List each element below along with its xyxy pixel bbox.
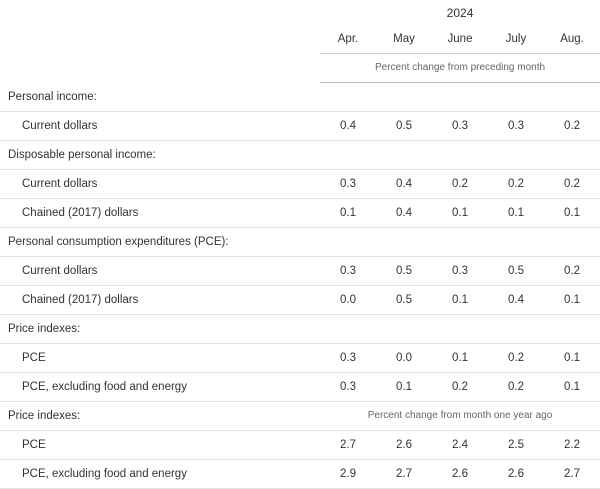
row-value: 0.0 <box>320 285 376 314</box>
column-header-aug: Aug. <box>544 27 600 54</box>
row-value <box>376 227 432 256</box>
row-value: 0.3 <box>320 343 376 372</box>
row-value: 0.3 <box>320 256 376 285</box>
year-label: 2024 <box>446 6 474 20</box>
table-row <box>0 169 600 198</box>
table-row <box>0 343 600 372</box>
row-label: Current dollars <box>0 256 320 285</box>
row-value <box>376 314 432 343</box>
row-label: PCE, excluding food and energy <box>0 372 320 401</box>
row-value <box>544 83 600 112</box>
row-value: 0.5 <box>376 285 432 314</box>
table-row <box>0 256 600 285</box>
month-header-row <box>0 27 600 54</box>
row-value <box>488 314 544 343</box>
column-header-july: July <box>488 27 544 54</box>
table-row <box>0 401 600 430</box>
row-value <box>320 83 376 112</box>
row-value: 2.6 <box>432 459 488 488</box>
row-value <box>320 314 376 343</box>
row-label: Chained (2017) dollars <box>0 198 320 227</box>
row-value: 0.1 <box>432 343 488 372</box>
row-label: Price indexes: <box>0 401 320 430</box>
row-label: Chained (2017) dollars <box>0 285 320 314</box>
row-value: 0.1 <box>488 198 544 227</box>
row-label: Current dollars <box>0 169 320 198</box>
row-value: 0.1 <box>544 285 600 314</box>
row-value <box>488 83 544 112</box>
row-value <box>320 227 376 256</box>
row-value: 0.3 <box>320 169 376 198</box>
row-value: 0.2 <box>488 169 544 198</box>
units-note-top: Percent change from preceding month <box>320 54 600 83</box>
row-value: 0.5 <box>376 256 432 285</box>
units-note-mid: Percent change from month one year ago <box>320 401 600 430</box>
table-row <box>0 459 600 488</box>
row-value: 0.1 <box>544 198 600 227</box>
row-value: 0.1 <box>376 372 432 401</box>
row-value <box>544 227 600 256</box>
row-value: 2.7 <box>320 430 376 459</box>
row-value <box>488 140 544 169</box>
row-value: 0.5 <box>488 256 544 285</box>
column-header-june: June <box>432 27 488 54</box>
row-value: 0.1 <box>544 343 600 372</box>
row-value: 0.2 <box>432 169 488 198</box>
row-label: Disposable personal income: <box>0 140 320 169</box>
units-note-row <box>0 54 600 83</box>
row-value <box>432 140 488 169</box>
row-value: 2.4 <box>432 430 488 459</box>
row-value: 0.4 <box>320 111 376 140</box>
table-body <box>0 83 600 489</box>
row-label: Current dollars <box>0 111 320 140</box>
row-value: 2.5 <box>488 430 544 459</box>
row-value: 0.4 <box>376 198 432 227</box>
row-label: PCE <box>0 430 320 459</box>
row-label: Price indexes: <box>0 314 320 343</box>
row-value: 0.1 <box>320 198 376 227</box>
row-value: 2.7 <box>376 459 432 488</box>
row-value <box>432 314 488 343</box>
row-label: Personal income: <box>0 83 320 112</box>
row-value: 0.3 <box>432 111 488 140</box>
row-value <box>376 140 432 169</box>
row-value: 0.2 <box>432 372 488 401</box>
year-row-spacer <box>0 0 320 27</box>
column-header-may: May <box>376 27 432 54</box>
table-row <box>0 111 600 140</box>
row-value: 0.1 <box>432 285 488 314</box>
row-value <box>488 227 544 256</box>
row-value <box>320 140 376 169</box>
row-label: Personal consumption expenditures (PCE): <box>0 227 320 256</box>
row-value <box>376 83 432 112</box>
table-row <box>0 198 600 227</box>
row-value: 0.3 <box>488 111 544 140</box>
row-value <box>544 314 600 343</box>
row-value: 0.2 <box>544 169 600 198</box>
row-value: 0.0 <box>376 343 432 372</box>
units-note-spacer <box>0 54 320 83</box>
row-value: 0.3 <box>432 256 488 285</box>
row-label: PCE, excluding food and energy <box>0 459 320 488</box>
row-value: 2.9 <box>320 459 376 488</box>
table-row <box>0 227 600 256</box>
table-row <box>0 285 600 314</box>
row-value <box>544 140 600 169</box>
row-value: 0.1 <box>432 198 488 227</box>
row-value <box>432 83 488 112</box>
row-value: 0.5 <box>376 111 432 140</box>
month-row-spacer <box>0 27 320 54</box>
row-value: 0.4 <box>376 169 432 198</box>
row-value: 2.2 <box>544 430 600 459</box>
table-row <box>0 140 600 169</box>
column-header-apr: Apr. <box>320 27 376 54</box>
table-row <box>0 83 600 112</box>
row-value: 2.6 <box>488 459 544 488</box>
row-value: 0.4 <box>488 285 544 314</box>
table-header <box>0 0 600 83</box>
row-value: 0.3 <box>320 372 376 401</box>
table-row <box>0 430 600 459</box>
row-value <box>432 227 488 256</box>
row-value: 2.6 <box>376 430 432 459</box>
table-row <box>0 314 600 343</box>
row-value: 0.1 <box>544 372 600 401</box>
row-value: 0.2 <box>544 111 600 140</box>
row-value: 2.7 <box>544 459 600 488</box>
row-value: 0.2 <box>488 372 544 401</box>
year-header-row <box>0 0 600 27</box>
row-value: 0.2 <box>488 343 544 372</box>
row-label: PCE <box>0 343 320 372</box>
table-row <box>0 372 600 401</box>
row-value: 0.2 <box>544 256 600 285</box>
